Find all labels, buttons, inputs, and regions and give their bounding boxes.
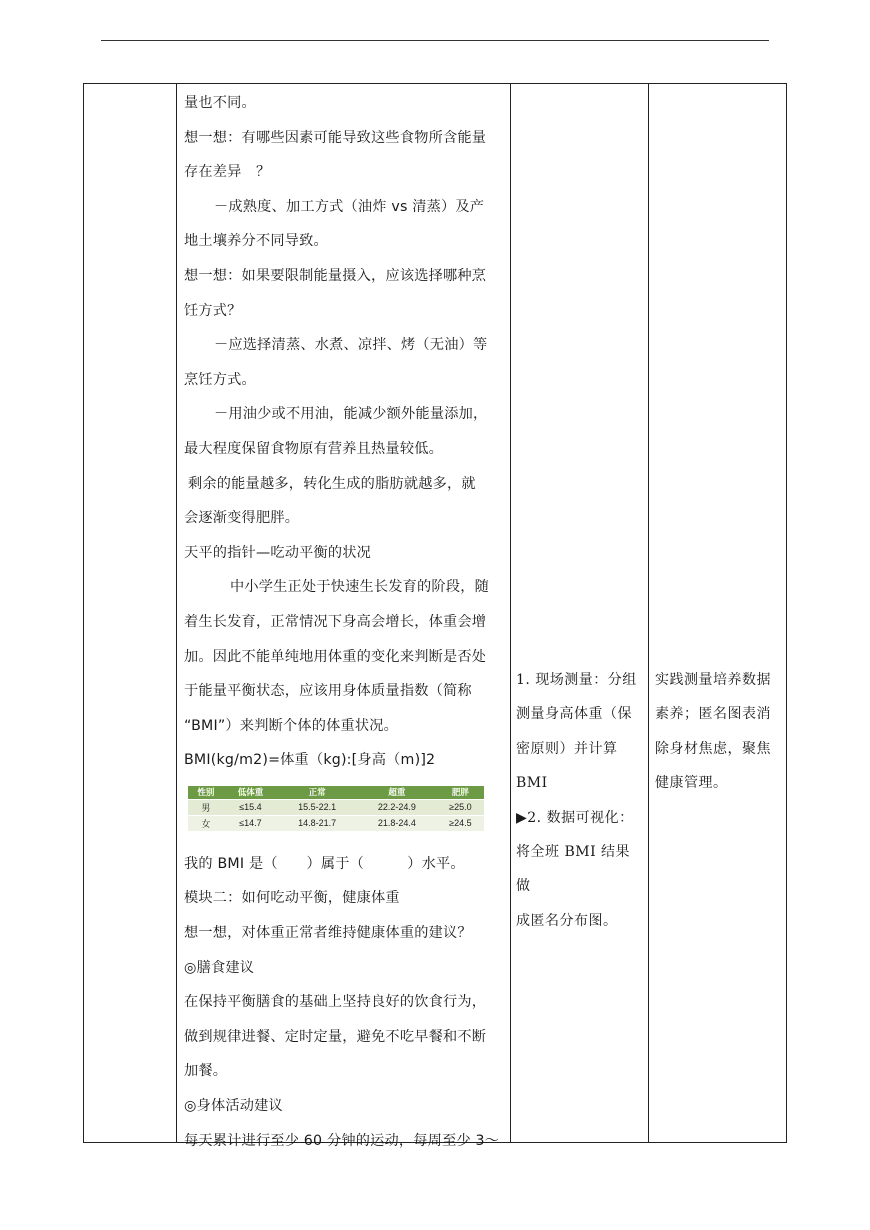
activity-line: 将全班 BMI 结果做	[516, 844, 631, 895]
activity-line: ▶2. 数据可视化：	[516, 809, 634, 826]
bmi-cell: 男	[188, 799, 224, 815]
bmi-header-cell: 低体重	[224, 786, 278, 800]
bmi-cell: 22.2-24.9	[357, 799, 437, 815]
content-line: －应选择清蒸、水煮、凉拌、烤（无油）等	[214, 337, 488, 354]
content-line: 我的 BMI 是（ ）属于（ ）水平。	[184, 855, 465, 872]
goal-line: 健康管理。	[655, 775, 728, 792]
content-line: 想一想：有哪些因素可能导致这些食物所含能量	[184, 129, 487, 146]
content-line: 剩余的能量越多，转化生成的脂肪就越多，就	[188, 475, 476, 492]
content-line: 烹饪方式。	[184, 371, 256, 388]
content-line: 加餐。	[184, 1063, 228, 1080]
content-line: 中小学生正处于快速生长发育的阶段，随	[230, 579, 489, 596]
bmi-formula: BMI(kg/m2)=体重（kg):[身高（m)]2	[184, 752, 436, 769]
bmi-cell: ≤15.4	[224, 799, 278, 815]
content-line: 在保持平衡膳食的基础上坚持良好的饮食行为，	[184, 994, 487, 1011]
content-line: 饪方式？	[184, 302, 242, 319]
bmi-header-cell: 性别	[188, 786, 224, 800]
activity-line: 密原则）并计算	[516, 740, 618, 757]
content-line: 想一想：如果要限制能量摄入，应该选择哪种烹	[184, 267, 487, 284]
bmi-cell: 女	[188, 815, 224, 831]
content-line: 最大程度保留食物原有营养且热量较低。	[184, 440, 443, 457]
goal-line: 除身材焦虑，聚焦	[655, 740, 771, 757]
content-line: 于能量平衡状态，应该用身体质量指数（简称	[184, 683, 472, 700]
bmi-cell: ≥25.0	[437, 799, 484, 815]
content-line: 地土壤养分不同导致。	[184, 233, 328, 250]
content-column	[184, 86, 504, 1158]
table-border-left	[83, 83, 84, 1143]
bmi-header-cell: 正常	[277, 786, 357, 800]
bmi-cell: 15.5-22.1	[277, 799, 357, 815]
content-line: 每天累计进行至少 60 分钟的运动，每周至少 3～	[184, 1132, 500, 1149]
content-line: 存在差异 ？	[184, 164, 271, 181]
content-line: ◎膳食建议	[184, 959, 255, 976]
table-row	[188, 815, 484, 831]
content-line: 想一想，对体重正常者维持健康体重的建议？	[184, 925, 472, 942]
bmi-cell: 21.8-24.4	[357, 815, 437, 831]
goal-line: 素养；匿名图表消	[655, 706, 771, 723]
content-line: 会逐渐变得肥胖。	[184, 510, 300, 527]
bmi-cell: ≥24.5	[437, 815, 484, 831]
table-border-right	[786, 83, 787, 1143]
table-divider-2	[510, 83, 511, 1143]
content-line: 做到规律进餐、定时定量，避免不吃早餐和不断	[184, 1028, 487, 1045]
bmi-table	[188, 786, 484, 831]
bmi-header-cell: 肥胖	[437, 786, 484, 800]
goal-column	[655, 663, 783, 801]
bmi-cell: 14.8-21.7	[277, 815, 357, 831]
goal-line: 实践测量培养数据	[655, 672, 771, 688]
content-line: 着生长发育，正常情况下身高会增长，体重会增	[184, 613, 487, 630]
table-border-top	[83, 83, 787, 84]
activity-line: 测量身高体重（保	[516, 706, 632, 723]
content-line: ◎身体活动建议	[184, 1098, 283, 1115]
section-heading: 天平的指针—吃动平衡的状况	[184, 544, 372, 561]
table-divider-1	[176, 83, 177, 1143]
section-heading: 模块二：如何吃动平衡，健康体重	[184, 890, 400, 907]
table-row	[188, 799, 484, 815]
content-line: －成熟度、加工方式（油炸 vs 清蒸）及产	[214, 198, 485, 215]
activity-line: 成匿名分布图。	[516, 912, 618, 929]
content-line: －用油少或不用油，能减少额外能量添加，	[214, 406, 488, 423]
activity-column	[516, 663, 644, 938]
activity-line: 1. 现场测量：分组	[516, 672, 637, 688]
bmi-table-header	[188, 786, 484, 800]
bmi-header-cell: 超重	[357, 786, 437, 800]
bmi-cell: ≤14.7	[224, 815, 278, 831]
activity-line: BMI	[516, 775, 548, 792]
content-line: “BMI”）来判断个体的体重状况。	[184, 717, 399, 734]
table-divider-3	[648, 83, 649, 1143]
content-line: 量也不同。	[184, 95, 256, 111]
content-line: 加。因此不能单纯地用体重的变化来判断是否处	[184, 648, 487, 665]
